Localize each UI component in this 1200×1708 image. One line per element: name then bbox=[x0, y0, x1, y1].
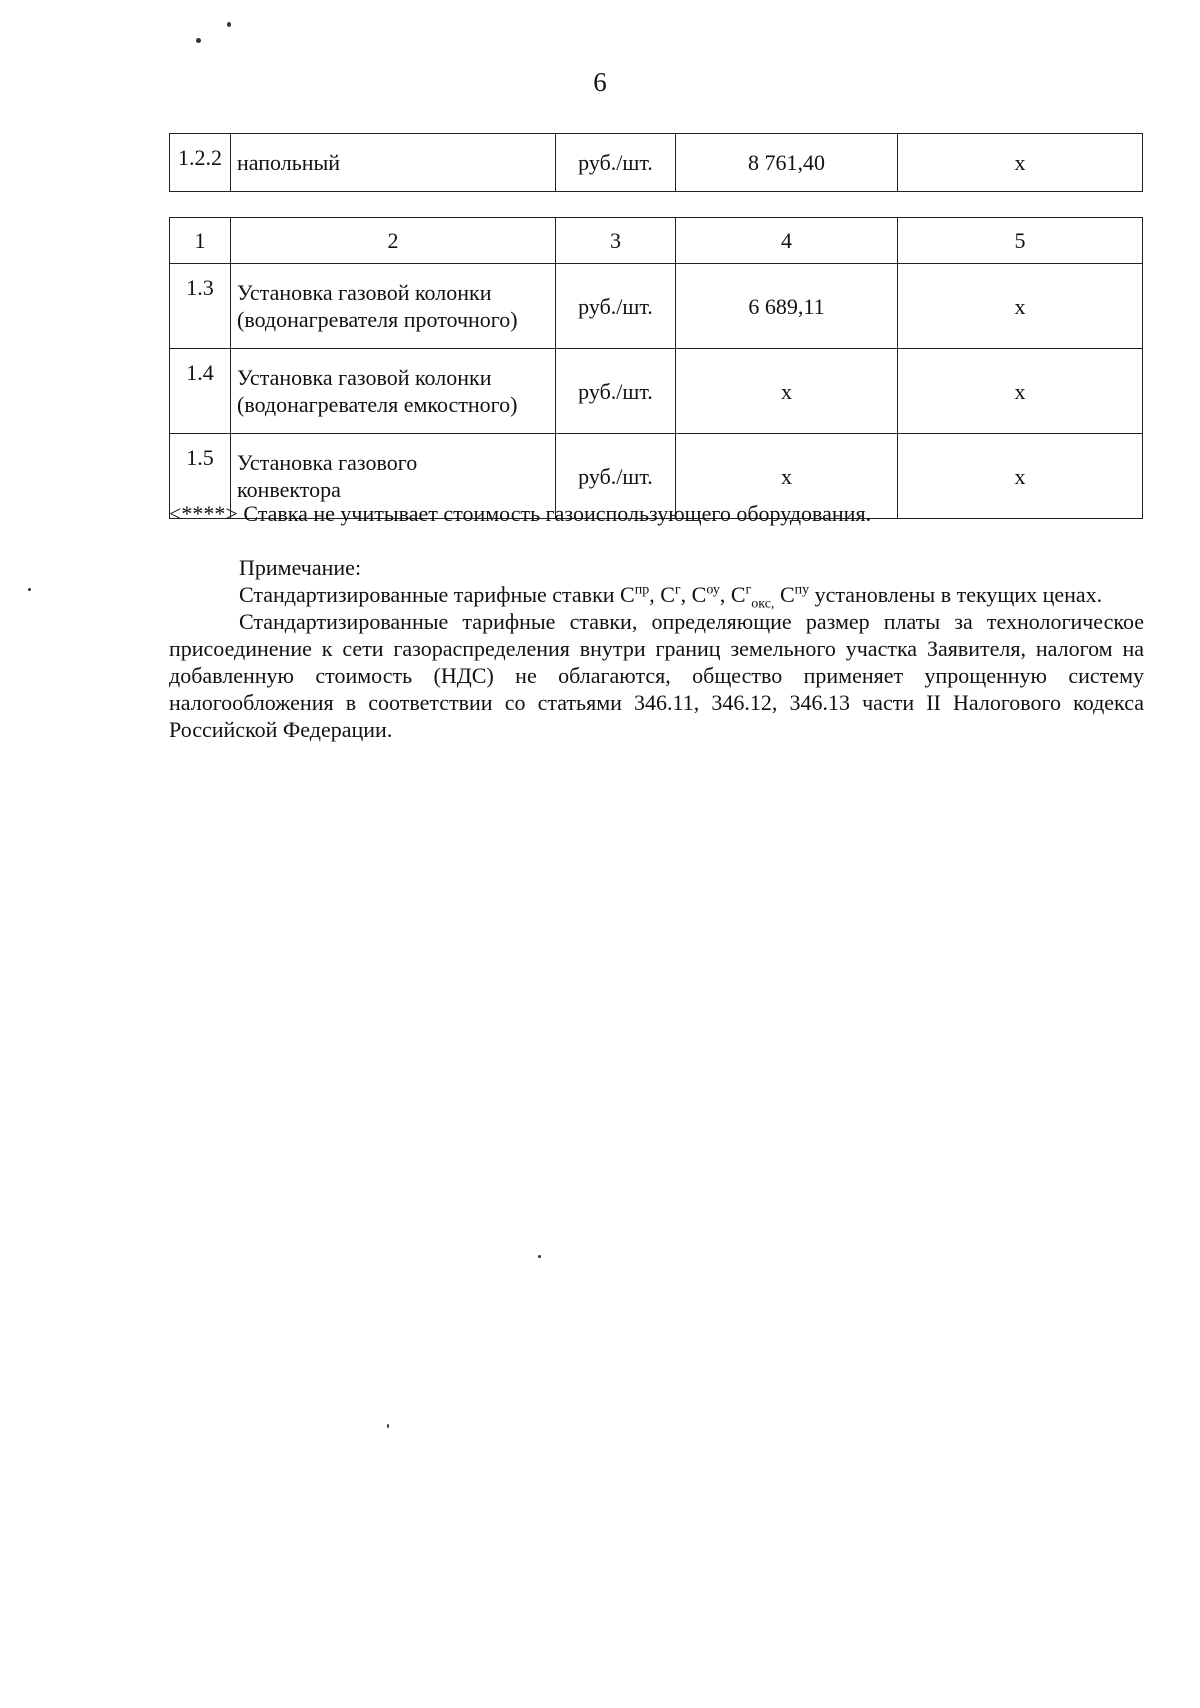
scan-speck bbox=[227, 22, 231, 27]
row-number: 1.4 bbox=[170, 349, 231, 434]
footnote: <****> Ставка не учитывает стоимость газоиспользующего оборудования. bbox=[169, 501, 872, 526]
row-unit: руб./шт. bbox=[556, 434, 676, 519]
row-unit: руб./шт. bbox=[556, 264, 676, 349]
continued-table-row bbox=[169, 133, 1143, 192]
rate-symbol: С bbox=[660, 582, 675, 607]
table-row bbox=[170, 349, 1143, 434]
rate-superscript: пу bbox=[794, 582, 810, 598]
scan-speck bbox=[538, 1255, 541, 1258]
row-col5: x bbox=[898, 434, 1143, 519]
note-text: установлены в текущих ценах. bbox=[809, 582, 1103, 607]
row-unit: руб./шт. bbox=[556, 134, 676, 192]
row-number: 1.2.2 bbox=[170, 134, 231, 192]
note-paragraph-vat: Стандартизированные тарифные ставки, определяющие размер платы за технологическое присоединение к сети газораспределения внутри границ земельного участка Заявителя, налогом на добавленную стоимость (НДС) не облагаются, общество применяет упрощенную систему налогообложения в соответствии со статьями 346.11, 346.12, 346.13 части II Налогового кодекса Российской Федерации. bbox=[169, 609, 1144, 742]
row-name-line: Установка газового bbox=[237, 450, 418, 475]
scan-speck bbox=[28, 588, 31, 591]
header-cell-5: 5 bbox=[898, 218, 1143, 264]
header-cell-2: 2 bbox=[231, 218, 556, 264]
table-header-row bbox=[170, 218, 1143, 264]
header-cell-1: 1 bbox=[170, 218, 231, 264]
row-name-line: Установка газовой колонки bbox=[237, 365, 492, 390]
row-name-line: конвектора bbox=[237, 477, 341, 502]
row-name-line: Установка газовой колонки bbox=[237, 280, 492, 305]
row-col5: x bbox=[898, 349, 1143, 434]
row-value: x bbox=[676, 434, 898, 519]
scan-speck bbox=[196, 38, 201, 43]
header-cell-3: 3 bbox=[556, 218, 676, 264]
separator: , bbox=[680, 582, 692, 607]
row-unit: руб./шт. bbox=[556, 349, 676, 434]
rate-superscript: оу bbox=[706, 582, 720, 598]
separator: , bbox=[649, 582, 661, 607]
page-number: 6 bbox=[593, 67, 607, 97]
note-block bbox=[169, 554, 1144, 743]
rate-symbol: С bbox=[691, 582, 707, 607]
rate-symbol: С bbox=[730, 582, 746, 607]
header-cell-4: 4 bbox=[676, 218, 898, 264]
row-value: 6 689,11 bbox=[676, 264, 898, 349]
rate-superscript: г bbox=[745, 582, 752, 598]
rate-superscript: пр bbox=[634, 582, 650, 598]
row-name-line: (водонагревателя емкостного) bbox=[237, 392, 518, 417]
rate-symbol: С bbox=[620, 582, 635, 607]
row-value: 8 761,40 bbox=[676, 134, 898, 192]
tariff-table bbox=[169, 217, 1143, 519]
row-name-line: (водонагревателя проточного) bbox=[237, 307, 518, 332]
row-name: напольный bbox=[231, 134, 556, 192]
note-text: Стандартизированные тарифные ставки bbox=[239, 582, 621, 607]
row-col5: x bbox=[898, 264, 1143, 349]
row-value: x bbox=[676, 349, 898, 434]
scan-speck bbox=[387, 1424, 389, 1428]
rate-symbol: С bbox=[779, 582, 795, 607]
note-heading: Примечание: bbox=[239, 555, 362, 580]
row-number: 1.5 bbox=[170, 434, 231, 519]
row-name bbox=[231, 264, 556, 349]
note-paragraph-rates bbox=[169, 581, 1144, 612]
rate-subscript: окс, bbox=[751, 596, 775, 612]
row-name bbox=[231, 349, 556, 434]
rate-superscript: г bbox=[674, 582, 681, 598]
separator: , bbox=[719, 582, 731, 607]
table-row bbox=[170, 134, 1143, 192]
table-row bbox=[170, 264, 1143, 349]
row-col5: x bbox=[898, 134, 1143, 192]
row-number: 1.3 bbox=[170, 264, 231, 349]
